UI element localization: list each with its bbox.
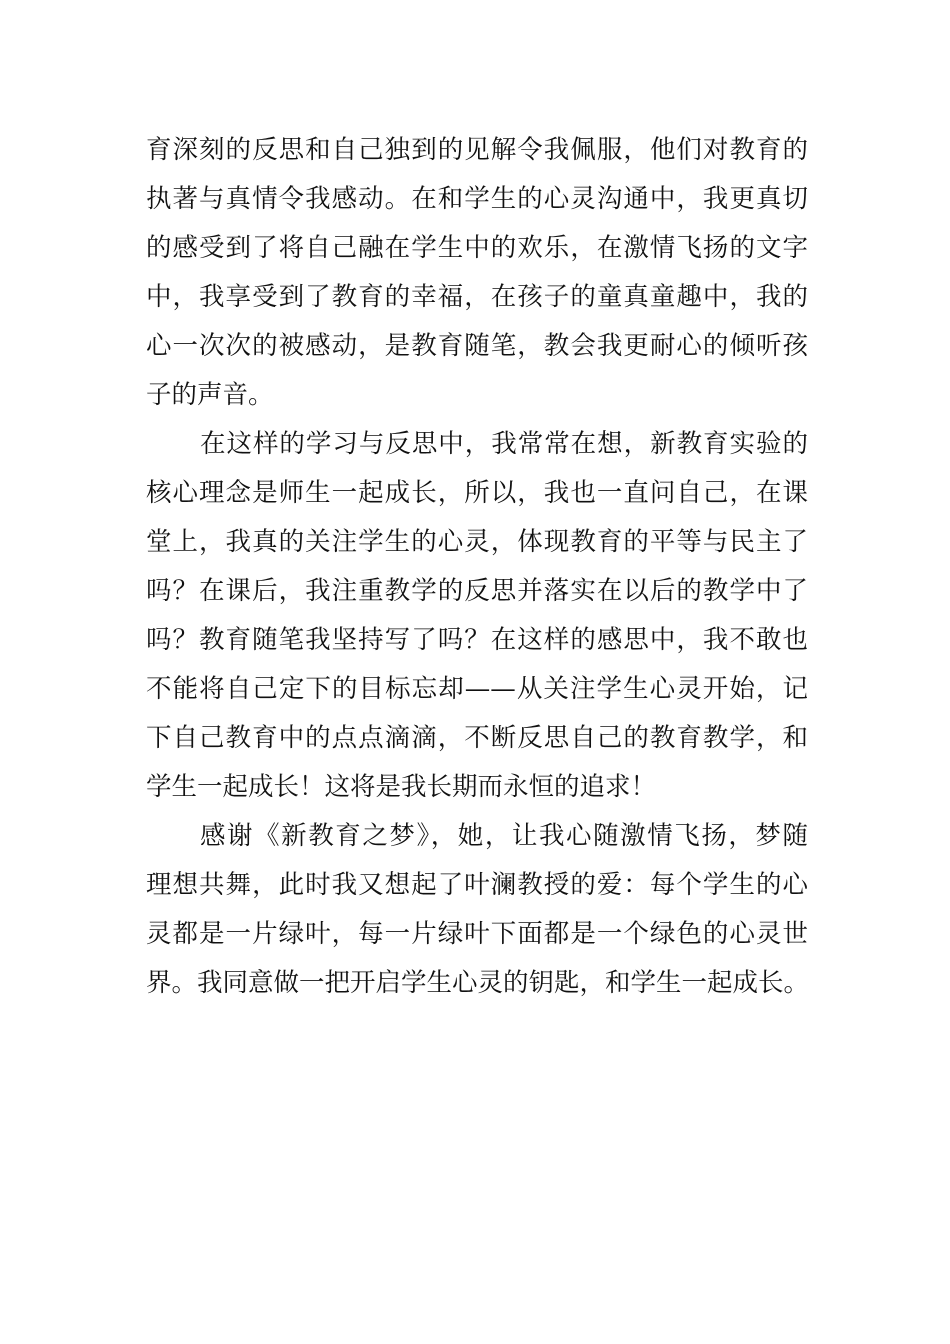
paragraph-line: 在这样的学习与反思中，我常常在想，新教育实验的 [200,429,808,459]
paragraph-line: 子的声音。 [146,380,274,410]
paragraph-1 [146,126,808,420]
paragraph-3 [146,812,808,1008]
paragraph-line: 的感受到了将自己融在学生中的欢乐，在激情飞扬的文字 [146,233,808,263]
paragraph-line: 感谢《新教育之梦》，她，让我心随激情飞扬，梦随 [200,821,808,851]
paragraph-line: 核心理念是师生一起成长，所以，我也一直问自己，在课 [146,478,808,508]
paragraph-line: 堂上，我真的关注学生的心灵，体现教育的平等与民主了 [146,527,808,557]
paragraph-2 [146,420,808,812]
paragraph-line: 育深刻的反思和自己独到的见解令我佩服，他们对教育的 [146,135,808,165]
paragraph-line: 学生一起成长！这将是我长期而永恒的追求！ [146,772,657,802]
paragraph-line: 执著与真情令我感动。在和学生的心灵沟通中，我更真切 [146,184,808,214]
paragraph-line: 下自己教育中的点点滴滴，不断反思自己的教育教学，和 [146,723,808,753]
paragraph-line: 中，我享受到了教育的幸福，在孩子的童真童趣中，我的 [146,282,808,312]
paragraph-line: 吗？在课后，我注重教学的反思并落实在以后的教学中了 [146,576,808,606]
paragraph-line: 不能将自己定下的目标忘却——从关注学生心灵开始，记 [146,674,808,704]
paragraph-line: 心一次次的被感动，是教育随笔，教会我更耐心的倾听孩 [146,331,808,361]
paragraph-line: 界。我同意做一把开启学生心灵的钥匙，和学生一起成长。 [146,968,810,998]
paragraph-line: 理想共舞，此时我又想起了叶澜教授的爱：每个学生的心 [146,870,808,900]
paragraph-line: 灵都是一片绿叶，每一片绿叶下面都是一个绿色的心灵世 [146,919,808,949]
paragraph-line: 吗？教育随笔我坚持写了吗？在这样的感思中，我不敢也 [146,625,808,655]
document-body [146,126,808,1008]
